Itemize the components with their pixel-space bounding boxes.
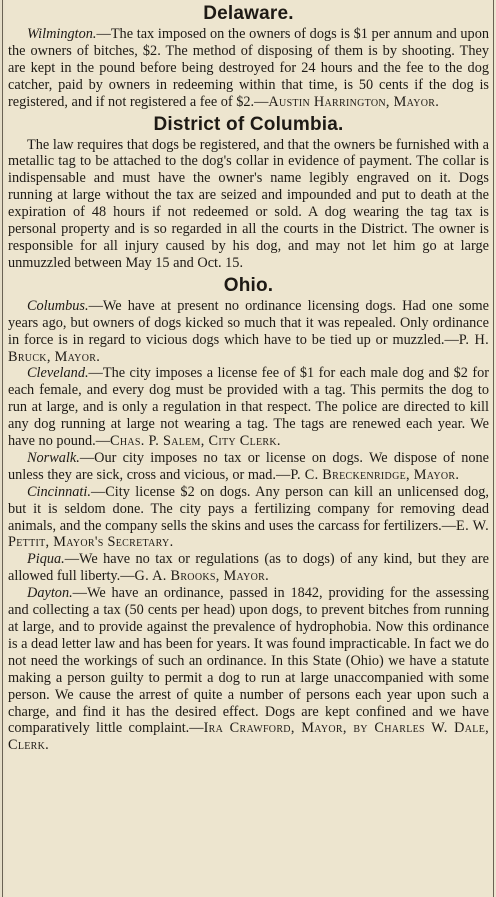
entry-place: Wilmington. <box>27 26 97 42</box>
entry-signature: Chas. P. Salem, City Clerk. <box>110 433 281 450</box>
entry-paragraph <box>8 26 489 111</box>
entry-place: Dayton. <box>27 585 73 602</box>
entry-signature: Austin Harrington, Mayor. <box>268 93 440 110</box>
entry-cleveland <box>8 365 489 450</box>
entry-district-of-columbia <box>8 137 489 272</box>
entry-place: Cincinnati. <box>27 483 91 500</box>
entry-signature: P. C. Breckenridge, Mayor. <box>290 466 460 483</box>
section-heading-delaware: Delaware. <box>203 3 294 24</box>
entry-place: Cleveland. <box>27 365 89 382</box>
entry-paragraph <box>8 484 489 552</box>
entry-text: —Our city imposes no tax or license on dogs. We dispose of none unless they are sick, cross and vicious, or mad.— <box>8 449 489 483</box>
entry-text: —City license $2 on dogs. Any person can kill an unlicensed dog, but it is seldom done. The city pays a fertilizing company for removing dead animals, and the company sells the skins and uses the carcass for fertilizers.— <box>8 483 489 534</box>
entry-place: Norwalk. <box>27 449 80 466</box>
entry-cincinnati <box>8 484 489 552</box>
entry-paragraph <box>8 137 489 272</box>
entry-paragraph <box>8 551 489 585</box>
entry-columbus <box>8 298 489 366</box>
column-rule-right <box>493 0 494 897</box>
entry-place: Piqua. <box>27 551 65 568</box>
entry-signature: Ira Crawford, Mayor, by Charles W. Dale, Clerk. <box>8 720 489 754</box>
entry-text: —The city imposes a license fee of $1 for each male dog and $2 for each female, and every dog must be provided with a tag. This permits the dog to run at large, and is only a regulation in that respect. The police are directed to kill any dog running at large not wearing a tag. The tags are renewed each year. We have no pound.— <box>8 365 489 450</box>
entry-norwalk <box>8 450 489 484</box>
section-heading-ohio: Ohio. <box>223 274 274 296</box>
entry-text: —We have at present no ordinance licensing dogs. Had one some years ago, but owners of dogs kicked so much that it was repealed. Only ordinance in force is in regard to vicious dogs which have to be tied up or muzzled.— <box>8 297 489 348</box>
entry-text: The law requires that dogs be registered, and that the owners be furnished with a metallic tag to be attached to the dog's collar in evidence of payment. The collar is indispensable and must have the owner's name legibly engraved on it. Dogs running at large without the tax are seized and impounded and put to death at the expiration of 48 hours if not redeemed or sold. A dog wearing the tag tax is personal property and is so regarded in all the courts in the District. The owner is responsible for all injury caused by his dog, and may not let him go at large unmuzzled between May 15 and Oct. 15. <box>8 136 489 271</box>
entry-wilmington <box>8 26 489 111</box>
entry-text: —We have no tax or regulations (as to dogs) of any kind, but they are allowed full liberty.— <box>8 551 489 585</box>
entry-signature: G. A. Brooks, Mayor. <box>134 568 269 585</box>
entry-paragraph <box>8 450 489 484</box>
entry-place: Columbus. <box>27 297 89 314</box>
entry-signature: E. W. Pettit, Mayor's Secretary. <box>8 517 489 551</box>
entry-paragraph <box>8 298 489 366</box>
entry-piqua <box>8 551 489 585</box>
entry-paragraph <box>8 365 489 450</box>
entry-dayton <box>8 585 489 754</box>
entry-paragraph <box>8 585 489 754</box>
entry-signature: P. H. Bruck, Mayor. <box>8 331 489 365</box>
column-rule-left <box>2 0 3 897</box>
entry-text: —The tax imposed on the owners of dogs is $1 per annum and upon the owners of bitches, $2. The method of disposing of them is by shooting. They are kept in the pound before being destroyed for 24 hours and the fee to the dog catcher, paid by owners in redeeming within that time, is 50 cents if the dog is registered, and if not registered a fee of $2.— <box>8 26 489 110</box>
entry-text: —We have an ordinance, passed in 1842, providing for the assessing and collecting a tax (50 cents per head) upon dogs, to prevent bitches from running at large, and to provide against the prevalence of hydrophobia. Now this ordinance is a dead letter law and has been for years. It was found impracticable. In fact we do not need the workings of such an ordinance. In this State (Ohio) we have a statute making a person guilty to permit a dog to run at large unaccompanied with some person. We cause the arrest of quite a number of persons each year upon such a charge, and find it has the desired effect. Dogs are kept confined and we have comparatively little complaint.— <box>8 585 489 737</box>
section-heading-district-of-columbia: District of Columbia. <box>153 113 344 135</box>
